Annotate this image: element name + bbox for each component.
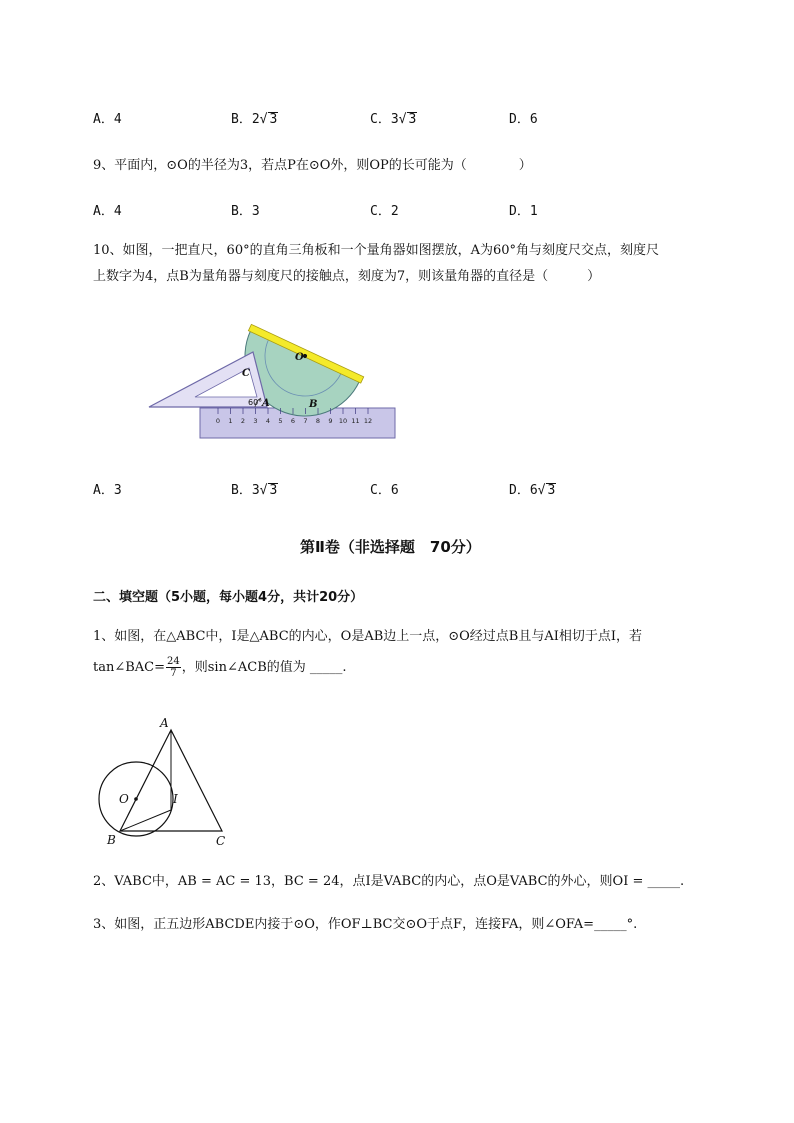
fill1-line1: 1、如图，在△ABC中，I是△ABC的内心，O是AB边上一点，⊙O经过点B且与AI相切于点I，若 — [93, 629, 643, 644]
ruler-number: 10 — [338, 417, 348, 425]
q8-option-c — [370, 108, 417, 127]
q8-option-c-prefix: C．3 — [370, 112, 399, 127]
ruler-number: 9 — [328, 417, 333, 425]
figure-label-c: C — [242, 368, 250, 379]
q8-option-b-radicand: 3 — [269, 112, 278, 127]
q10-option-b-prefix: B．3 — [231, 483, 260, 498]
fill1-tan-prefix: tan∠BAC= — [93, 660, 166, 675]
q9-stem: 9、平面内，⊙O的半径为3，若点P在⊙O外，则OP的长可能为（ ） — [93, 158, 532, 173]
ruler-number: 5 — [278, 417, 283, 425]
fill1-line2 — [93, 656, 347, 679]
q9-option-b: B．3 — [231, 204, 260, 219]
figure-label-a: A — [160, 716, 169, 730]
ruler-number: 6 — [290, 417, 296, 425]
ruler-number: 12 — [363, 417, 373, 425]
section-title: 第Ⅱ卷（非选择题 70分） — [300, 538, 481, 556]
sqrt-sign-icon: √ — [259, 483, 268, 498]
sqrt-sign-icon: √ — [398, 112, 407, 127]
q9-option-a: A．4 — [93, 204, 122, 219]
figure-label-i: I — [173, 792, 178, 806]
ruler-number: 0 — [215, 417, 221, 425]
figure-label-b: B — [309, 399, 318, 410]
ruler-number: 8 — [315, 417, 321, 425]
part-heading: 二、填空题（5小题，每小题4分，共计20分） — [93, 590, 364, 605]
ruler-number: 2 — [240, 417, 246, 425]
figure-label-60: 60° — [248, 398, 263, 407]
fill1-fraction — [166, 656, 181, 679]
q9-option-d: D．1 — [509, 204, 538, 219]
figure-label-o: O — [295, 352, 304, 363]
q9-option-c: C．2 — [370, 204, 399, 219]
q10-figure — [145, 308, 400, 443]
q8-option-b-prefix: B．2 — [231, 112, 260, 127]
segment-bi — [120, 810, 171, 831]
q10-option-c: C．6 — [370, 483, 399, 498]
figure-label-b: B — [107, 833, 116, 847]
figure-label-o: O — [119, 792, 129, 806]
fill3-stem: 3、如图，正五边形ABCDE内接于⊙O，作OF⊥BC交⊙O于点F，连接FA，则∠OFA=_____°. — [93, 917, 638, 932]
q10-option-d — [509, 479, 556, 498]
fraction-numerator: 24 — [167, 656, 180, 667]
fill1-suffix: ，则sin∠ACB的值为 _____. — [181, 660, 347, 675]
q8-option-a: A．4 — [93, 112, 122, 127]
q10-option-b — [231, 479, 278, 498]
q10-option-a: A．3 — [93, 483, 122, 498]
ruler-number: 3 — [253, 417, 258, 425]
ruler-number: 11 — [351, 417, 360, 425]
q8-option-d: D．6 — [509, 112, 538, 127]
fill2-stem: 2、VABC中，AB = AC = 13，BC = 24，点I是VABC的内心，点O是VABC的外心，则OI = _____. — [93, 874, 685, 889]
figure-label-c: C — [216, 834, 226, 848]
fill1-figure — [92, 712, 232, 850]
sqrt-sign-icon: √ — [537, 483, 546, 498]
center-o-dot — [134, 797, 138, 801]
q10-stem-line1: 10、如图，一把直尺，60°的直角三角板和一个量角器如图摆放，A为60°角与刻度尺交点，刻度尺 — [93, 243, 660, 258]
ruler-number: 7 — [303, 417, 308, 425]
q8-option-c-radicand: 3 — [408, 112, 417, 127]
q10-option-b-radicand: 3 — [269, 483, 278, 498]
q10-option-d-radicand: 3 — [547, 483, 556, 498]
sqrt-sign-icon: √ — [259, 112, 268, 127]
q8-option-b — [231, 108, 278, 127]
figure-label-a: A — [262, 398, 270, 409]
q10-stem-line2: 上数字为4，点B为量角器与刻度尺的接触点，刻度为7，则该量角器的直径是（ ） — [93, 269, 601, 284]
q10-option-d-prefix: D．6 — [509, 483, 538, 498]
ruler-number: 1 — [228, 417, 233, 425]
fraction-denominator: 7 — [170, 668, 177, 679]
ruler-number: 4 — [265, 417, 271, 425]
